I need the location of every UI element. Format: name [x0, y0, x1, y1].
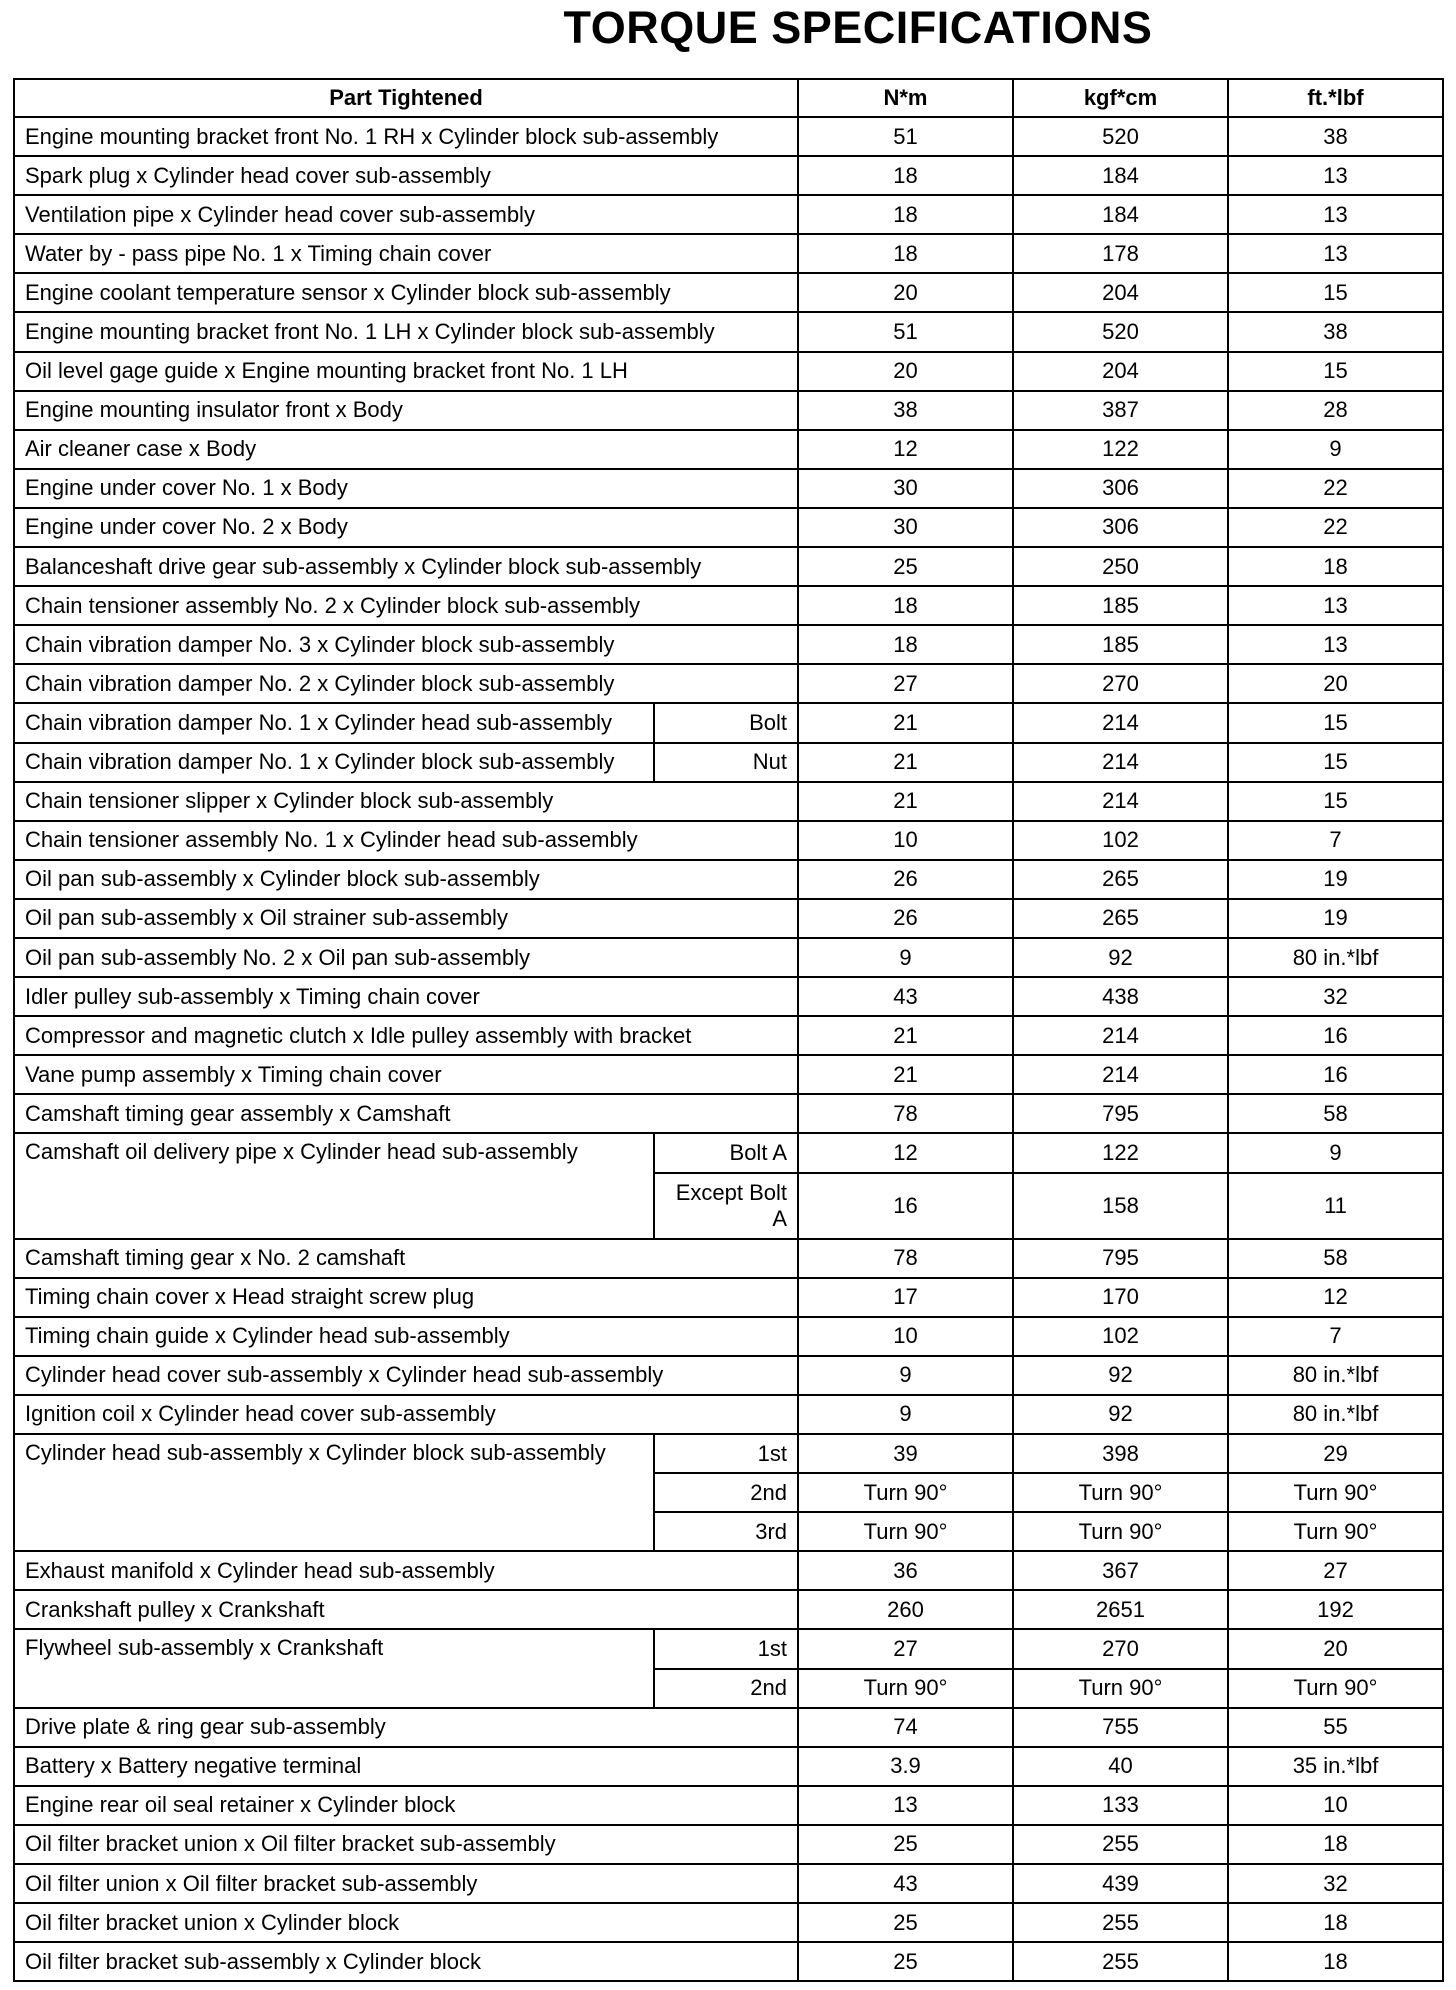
ft-lbf-cell: 13 [1228, 586, 1443, 625]
step-cell: Except Bolt A [654, 1173, 798, 1239]
table-row [14, 938, 1443, 977]
kgf-cm-cell: Turn 90° [1013, 1669, 1228, 1708]
nm-cell: 10 [798, 821, 1013, 860]
table-row [14, 1786, 1443, 1825]
kgf-cm-cell: 250 [1013, 547, 1228, 586]
part-cell: Engine mounting insulator front x Body [14, 391, 798, 430]
ft-lbf-cell: 38 [1228, 117, 1443, 156]
kgf-cm-cell: 438 [1013, 977, 1228, 1016]
part-cell: Engine under cover No. 1 x Body [14, 469, 798, 508]
part-cell: Oil level gage guide x Engine mounting bracket front No. 1 LH [14, 352, 798, 391]
nm-cell: 12 [798, 430, 1013, 469]
table-row [14, 1629, 1443, 1668]
header-nm: N*m [798, 79, 1013, 117]
kgf-cm-cell: 387 [1013, 391, 1228, 430]
kgf-cm-cell: 102 [1013, 1317, 1228, 1356]
ft-lbf-cell: 22 [1228, 469, 1443, 508]
nm-cell: 21 [798, 1055, 1013, 1094]
kgf-cm-cell: 214 [1013, 703, 1228, 742]
nm-cell: 17 [798, 1278, 1013, 1317]
ft-lbf-cell: Turn 90° [1228, 1512, 1443, 1551]
table-row [14, 1055, 1443, 1094]
ft-lbf-cell: 19 [1228, 899, 1443, 938]
kgf-cm-cell: 439 [1013, 1864, 1228, 1903]
kgf-cm-cell: 158 [1013, 1173, 1228, 1239]
ft-lbf-cell: 15 [1228, 352, 1443, 391]
header-kgf-cm: kgf*cm [1013, 79, 1228, 117]
nm-cell: 43 [798, 1864, 1013, 1903]
nm-cell: 38 [798, 391, 1013, 430]
ft-lbf-cell: 18 [1228, 1825, 1443, 1864]
ft-lbf-cell: 10 [1228, 1786, 1443, 1825]
table-row [14, 743, 1443, 782]
part-cell: Compressor and magnetic clutch x Idle pulley assembly with bracket [14, 1016, 798, 1055]
ft-lbf-cell: 19 [1228, 860, 1443, 899]
kgf-cm-cell: 398 [1013, 1434, 1228, 1473]
step-cell: 2nd [654, 1473, 798, 1512]
nm-cell: 25 [798, 1825, 1013, 1864]
nm-cell: 21 [798, 743, 1013, 782]
table-header-row [14, 79, 1443, 117]
ft-lbf-cell: 80 in.*lbf [1228, 938, 1443, 977]
ft-lbf-cell: Turn 90° [1228, 1473, 1443, 1512]
step-cell: Bolt A [654, 1133, 798, 1172]
part-cell: Oil pan sub-assembly x Oil strainer sub-assembly [14, 899, 798, 938]
ft-lbf-cell: 18 [1228, 1942, 1443, 1981]
table-row [14, 977, 1443, 1016]
ft-lbf-cell: 28 [1228, 391, 1443, 430]
part-cell: Oil filter bracket union x Cylinder block [14, 1903, 798, 1942]
nm-cell: Turn 90° [798, 1473, 1013, 1512]
step-cell: 1st [654, 1434, 798, 1473]
table-row [14, 625, 1443, 664]
ft-lbf-cell: 55 [1228, 1708, 1443, 1747]
kgf-cm-cell: 265 [1013, 899, 1228, 938]
part-cell: Oil filter bracket union x Oil filter bracket sub-assembly [14, 1825, 798, 1864]
part-cell: Oil pan sub-assembly x Cylinder block sub-assembly [14, 860, 798, 899]
table-row [14, 1317, 1443, 1356]
kgf-cm-cell: 185 [1013, 586, 1228, 625]
nm-cell: 3.9 [798, 1747, 1013, 1786]
nm-cell: 9 [798, 1356, 1013, 1395]
part-cell: Drive plate & ring gear sub-assembly [14, 1708, 798, 1747]
nm-cell: 18 [798, 195, 1013, 234]
part-cell: Camshaft timing gear x No. 2 camshaft [14, 1239, 798, 1278]
ft-lbf-cell: 38 [1228, 312, 1443, 351]
table-row [14, 273, 1443, 312]
part-cell: Chain tensioner assembly No. 1 x Cylinder head sub-assembly [14, 821, 798, 860]
ft-lbf-cell: 16 [1228, 1016, 1443, 1055]
table-row [14, 1551, 1443, 1590]
part-cell: Camshaft oil delivery pipe x Cylinder head sub-assembly [14, 1133, 654, 1238]
ft-lbf-cell: 15 [1228, 743, 1443, 782]
kgf-cm-cell: 270 [1013, 664, 1228, 703]
part-cell: Chain vibration damper No. 3 x Cylinder block sub-assembly [14, 625, 798, 664]
nm-cell: 18 [798, 586, 1013, 625]
table-row [14, 1133, 1443, 1172]
part-cell: Camshaft timing gear assembly x Camshaft [14, 1094, 798, 1133]
nm-cell: 18 [798, 156, 1013, 195]
ft-lbf-cell: 15 [1228, 782, 1443, 821]
nm-cell: 51 [798, 312, 1013, 351]
part-cell: Exhaust manifold x Cylinder head sub-assembly [14, 1551, 798, 1590]
table-row [14, 312, 1443, 351]
kgf-cm-cell: 214 [1013, 1016, 1228, 1055]
table-row [14, 352, 1443, 391]
ft-lbf-cell: 80 in.*lbf [1228, 1356, 1443, 1395]
ft-lbf-cell: 18 [1228, 1903, 1443, 1942]
page-title: TORQUE SPECIFICATIONS [563, 2, 1153, 53]
table-row [14, 469, 1443, 508]
nm-cell: 43 [798, 977, 1013, 1016]
nm-cell: 39 [798, 1434, 1013, 1473]
ft-lbf-cell: 192 [1228, 1590, 1443, 1629]
ft-lbf-cell: Turn 90° [1228, 1669, 1443, 1708]
kgf-cm-cell: 755 [1013, 1708, 1228, 1747]
kgf-cm-cell: 92 [1013, 938, 1228, 977]
table-row [14, 391, 1443, 430]
nm-cell: 10 [798, 1317, 1013, 1356]
kgf-cm-cell: 214 [1013, 782, 1228, 821]
table-row [14, 195, 1443, 234]
nm-cell: 30 [798, 469, 1013, 508]
nm-cell: 18 [798, 234, 1013, 273]
part-cell: Vane pump assembly x Timing chain cover [14, 1055, 798, 1094]
kgf-cm-cell: 795 [1013, 1239, 1228, 1278]
step-cell: 3rd [654, 1512, 798, 1551]
table-row [14, 860, 1443, 899]
kgf-cm-cell: 270 [1013, 1629, 1228, 1668]
kgf-cm-cell: 795 [1013, 1094, 1228, 1133]
table-row [14, 1903, 1443, 1942]
table-row [14, 1239, 1443, 1278]
ft-lbf-cell: 12 [1228, 1278, 1443, 1317]
table-row [14, 1016, 1443, 1055]
ft-lbf-cell: 13 [1228, 156, 1443, 195]
ft-lbf-cell: 7 [1228, 821, 1443, 860]
kgf-cm-cell: 178 [1013, 234, 1228, 273]
kgf-cm-cell: 92 [1013, 1395, 1228, 1434]
ft-lbf-cell: 22 [1228, 508, 1443, 547]
kgf-cm-cell: 255 [1013, 1903, 1228, 1942]
table-row [14, 1094, 1443, 1133]
kgf-cm-cell: 122 [1013, 430, 1228, 469]
part-cell: Ventilation pipe x Cylinder head cover sub-assembly [14, 195, 798, 234]
kgf-cm-cell: 214 [1013, 743, 1228, 782]
nm-cell: 26 [798, 860, 1013, 899]
kgf-cm-cell: 40 [1013, 1747, 1228, 1786]
kgf-cm-cell: 170 [1013, 1278, 1228, 1317]
ft-lbf-cell: 32 [1228, 977, 1443, 1016]
kgf-cm-cell: 133 [1013, 1786, 1228, 1825]
part-cell: Chain vibration damper No. 2 x Cylinder block sub-assembly [14, 664, 798, 703]
ft-lbf-cell: 13 [1228, 195, 1443, 234]
nm-cell: 21 [798, 703, 1013, 742]
nm-cell: 30 [798, 508, 1013, 547]
ft-lbf-cell: 20 [1228, 664, 1443, 703]
part-cell: Battery x Battery negative terminal [14, 1747, 798, 1786]
table-row [14, 821, 1443, 860]
kgf-cm-cell: 214 [1013, 1055, 1228, 1094]
nm-cell: 27 [798, 664, 1013, 703]
nm-cell: 18 [798, 625, 1013, 664]
ft-lbf-cell: 9 [1228, 1133, 1443, 1172]
ft-lbf-cell: 20 [1228, 1629, 1443, 1668]
nm-cell: Turn 90° [798, 1512, 1013, 1551]
nm-cell: 27 [798, 1629, 1013, 1668]
header-part-tightened: Part Tightened [14, 79, 798, 117]
part-cell: Spark plug x Cylinder head cover sub-assembly [14, 156, 798, 195]
torque-table [13, 78, 1444, 1982]
nm-cell: 78 [798, 1094, 1013, 1133]
nm-cell: 9 [798, 1395, 1013, 1434]
table-row [14, 1747, 1443, 1786]
part-cell: Engine mounting bracket front No. 1 RH x Cylinder block sub-assembly [14, 117, 798, 156]
part-cell: Cylinder head cover sub-assembly x Cylinder head sub-assembly [14, 1356, 798, 1395]
ft-lbf-cell: 13 [1228, 625, 1443, 664]
table-row [14, 703, 1443, 742]
ft-lbf-cell: 18 [1228, 547, 1443, 586]
nm-cell: 74 [798, 1708, 1013, 1747]
nm-cell: 20 [798, 352, 1013, 391]
nm-cell: 21 [798, 1016, 1013, 1055]
kgf-cm-cell: 306 [1013, 469, 1228, 508]
table-row [14, 664, 1443, 703]
table-row [14, 1395, 1443, 1434]
kgf-cm-cell: 367 [1013, 1551, 1228, 1590]
ft-lbf-cell: 7 [1228, 1317, 1443, 1356]
ft-lbf-cell: 58 [1228, 1239, 1443, 1278]
nm-cell: 16 [798, 1173, 1013, 1239]
part-cell: Chain tensioner slipper x Cylinder block sub-assembly [14, 782, 798, 821]
table-row [14, 1278, 1443, 1317]
part-cell: Timing chain guide x Cylinder head sub-assembly [14, 1317, 798, 1356]
part-cell: Idler pulley sub-assembly x Timing chain cover [14, 977, 798, 1016]
table-body [14, 117, 1443, 1981]
fastener-cell: Nut [654, 743, 798, 782]
table-row [14, 1864, 1443, 1903]
ft-lbf-cell: 9 [1228, 430, 1443, 469]
table-row [14, 1708, 1443, 1747]
part-cell: Crankshaft pulley x Crankshaft [14, 1590, 798, 1629]
part-cell: Timing chain cover x Head straight screw plug [14, 1278, 798, 1317]
kgf-cm-cell: 265 [1013, 860, 1228, 899]
kgf-cm-cell: Turn 90° [1013, 1512, 1228, 1551]
step-cell: 2nd [654, 1669, 798, 1708]
table-row [14, 1590, 1443, 1629]
table-row [14, 156, 1443, 195]
kgf-cm-cell: 2651 [1013, 1590, 1228, 1629]
ft-lbf-cell: 58 [1228, 1094, 1443, 1133]
ft-lbf-cell: 15 [1228, 703, 1443, 742]
nm-cell: 25 [798, 547, 1013, 586]
part-cell: Cylinder head sub-assembly x Cylinder block sub-assembly [14, 1434, 654, 1551]
nm-cell: Turn 90° [798, 1669, 1013, 1708]
table-row [14, 234, 1443, 273]
ft-lbf-cell: 16 [1228, 1055, 1443, 1094]
kgf-cm-cell: 185 [1013, 625, 1228, 664]
part-cell: Chain vibration damper No. 1 x Cylinder head sub-assembly [14, 703, 654, 742]
ft-lbf-cell: 29 [1228, 1434, 1443, 1473]
part-cell: Oil filter union x Oil filter bracket sub-assembly [14, 1864, 798, 1903]
kgf-cm-cell: 102 [1013, 821, 1228, 860]
part-cell: Chain tensioner assembly No. 2 x Cylinder block sub-assembly [14, 586, 798, 625]
part-cell: Ignition coil x Cylinder head cover sub-assembly [14, 1395, 798, 1434]
nm-cell: 20 [798, 273, 1013, 312]
table-row [14, 430, 1443, 469]
part-cell: Air cleaner case x Body [14, 430, 798, 469]
kgf-cm-cell: 255 [1013, 1942, 1228, 1981]
ft-lbf-cell: 27 [1228, 1551, 1443, 1590]
kgf-cm-cell: 520 [1013, 312, 1228, 351]
nm-cell: 21 [798, 782, 1013, 821]
ft-lbf-cell: 35 in.*lbf [1228, 1747, 1443, 1786]
part-cell: Engine coolant temperature sensor x Cylinder block sub-assembly [14, 273, 798, 312]
part-cell: Engine under cover No. 2 x Body [14, 508, 798, 547]
part-cell: Oil pan sub-assembly No. 2 x Oil pan sub-assembly [14, 938, 798, 977]
kgf-cm-cell: 306 [1013, 508, 1228, 547]
nm-cell: 51 [798, 117, 1013, 156]
nm-cell: 12 [798, 1133, 1013, 1172]
fastener-cell: Bolt [654, 703, 798, 742]
kgf-cm-cell: Turn 90° [1013, 1473, 1228, 1512]
kgf-cm-cell: 520 [1013, 117, 1228, 156]
ft-lbf-cell: 32 [1228, 1864, 1443, 1903]
part-cell: Engine mounting bracket front No. 1 LH x Cylinder block sub-assembly [14, 312, 798, 351]
nm-cell: 25 [798, 1942, 1013, 1981]
part-cell: Engine rear oil seal retainer x Cylinder block [14, 1786, 798, 1825]
kgf-cm-cell: 204 [1013, 352, 1228, 391]
step-cell: 1st [654, 1629, 798, 1668]
part-cell: Balanceshaft drive gear sub-assembly x Cylinder block sub-assembly [14, 547, 798, 586]
ft-lbf-cell: 80 in.*lbf [1228, 1395, 1443, 1434]
nm-cell: 78 [798, 1239, 1013, 1278]
part-cell: Chain vibration damper No. 1 x Cylinder block sub-assembly [14, 743, 654, 782]
nm-cell: 9 [798, 938, 1013, 977]
nm-cell: 260 [798, 1590, 1013, 1629]
table-row [14, 1942, 1443, 1981]
table-row [14, 547, 1443, 586]
kgf-cm-cell: 255 [1013, 1825, 1228, 1864]
ft-lbf-cell: 13 [1228, 234, 1443, 273]
part-cell: Oil filter bracket sub-assembly x Cylinder block [14, 1942, 798, 1981]
nm-cell: 36 [798, 1551, 1013, 1590]
nm-cell: 26 [798, 899, 1013, 938]
header-ft-lbf: ft.*lbf [1228, 79, 1443, 117]
kgf-cm-cell: 122 [1013, 1133, 1228, 1172]
kgf-cm-cell: 92 [1013, 1356, 1228, 1395]
ft-lbf-cell: 15 [1228, 273, 1443, 312]
part-cell: Water by - pass pipe No. 1 x Timing chain cover [14, 234, 798, 273]
kgf-cm-cell: 204 [1013, 273, 1228, 312]
kgf-cm-cell: 184 [1013, 195, 1228, 234]
table-row [14, 586, 1443, 625]
table-row [14, 1356, 1443, 1395]
table-row [14, 782, 1443, 821]
table-row [14, 117, 1443, 156]
nm-cell: 25 [798, 1903, 1013, 1942]
nm-cell: 13 [798, 1786, 1013, 1825]
part-cell: Flywheel sub-assembly x Crankshaft [14, 1629, 654, 1707]
table-row [14, 899, 1443, 938]
kgf-cm-cell: 184 [1013, 156, 1228, 195]
ft-lbf-cell: 11 [1228, 1173, 1443, 1239]
table-row [14, 508, 1443, 547]
table-row [14, 1434, 1443, 1473]
table-row [14, 1825, 1443, 1864]
